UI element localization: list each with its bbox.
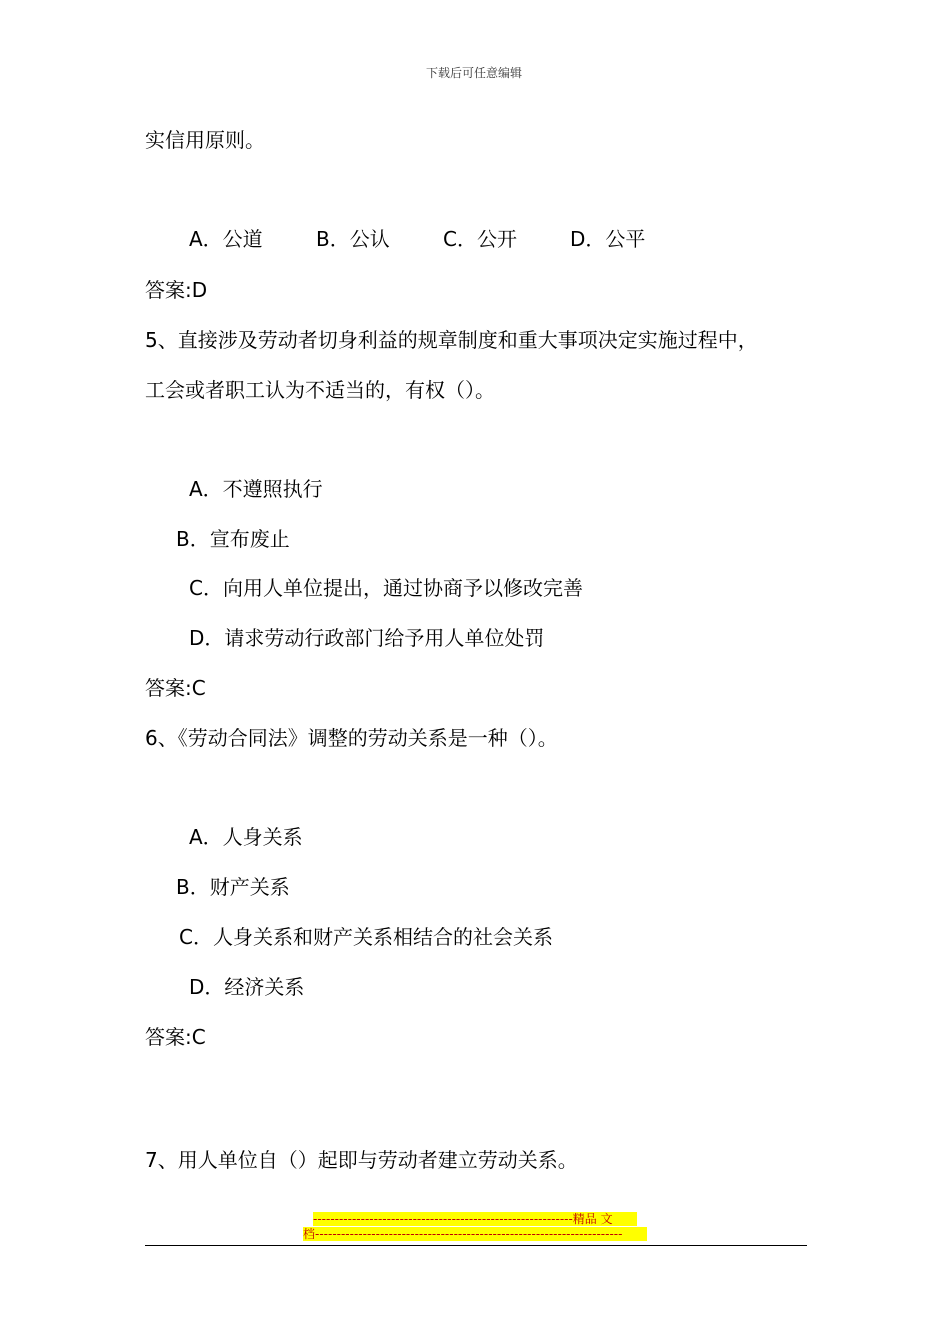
q4-answer: 答案:D (145, 278, 208, 302)
q5-option-b: B．宣布废止 (176, 527, 290, 551)
page-header: 下载后可任意编辑 (426, 66, 523, 80)
q7-question: 7、用人单位自（）起即与劳动者建立劳动关系。 (145, 1148, 578, 1172)
q4-option-d: D．公平 (570, 227, 646, 251)
footer-watermark-line2: 档----------------------------------------------------------------------- (303, 1227, 647, 1241)
q4-option-b: B．公认 (316, 227, 390, 251)
q4-option-c: C．公开 (443, 227, 517, 251)
q5-option-a: A．不遵照执行 (189, 477, 323, 501)
q5-option-c: C．向用人单位提出，通过协商予以修改完善 (189, 576, 583, 600)
q5-question-line2: 工会或者职工认为不适当的，有权（）。 (145, 378, 495, 402)
q5-question-line1: 5、直接涉及劳动者切身利益的规章制度和重大事项决定实施过程中， (145, 328, 758, 352)
footer-watermark-line1: ------------------------------------------------------------精品 文 (313, 1212, 637, 1226)
q6-question: 6、《劳动合同法》调整的劳动关系是一种（）。 (145, 726, 558, 750)
q4-option-a: A．公道 (189, 227, 263, 251)
footer-rule (145, 1245, 807, 1246)
intro-tail: 实信用原则。 (145, 128, 265, 152)
q5-option-d: D．请求劳动行政部门给予用人单位处罚 (189, 626, 545, 650)
q6-option-d: D．经济关系 (189, 975, 305, 999)
q6-option-b: B．财产关系 (176, 875, 290, 899)
q5-answer: 答案:C (145, 676, 206, 700)
q6-answer: 答案:C (145, 1025, 206, 1049)
q6-option-c: C．人身关系和财产关系相结合的社会关系 (179, 925, 553, 949)
q6-option-a: A．人身关系 (189, 825, 303, 849)
